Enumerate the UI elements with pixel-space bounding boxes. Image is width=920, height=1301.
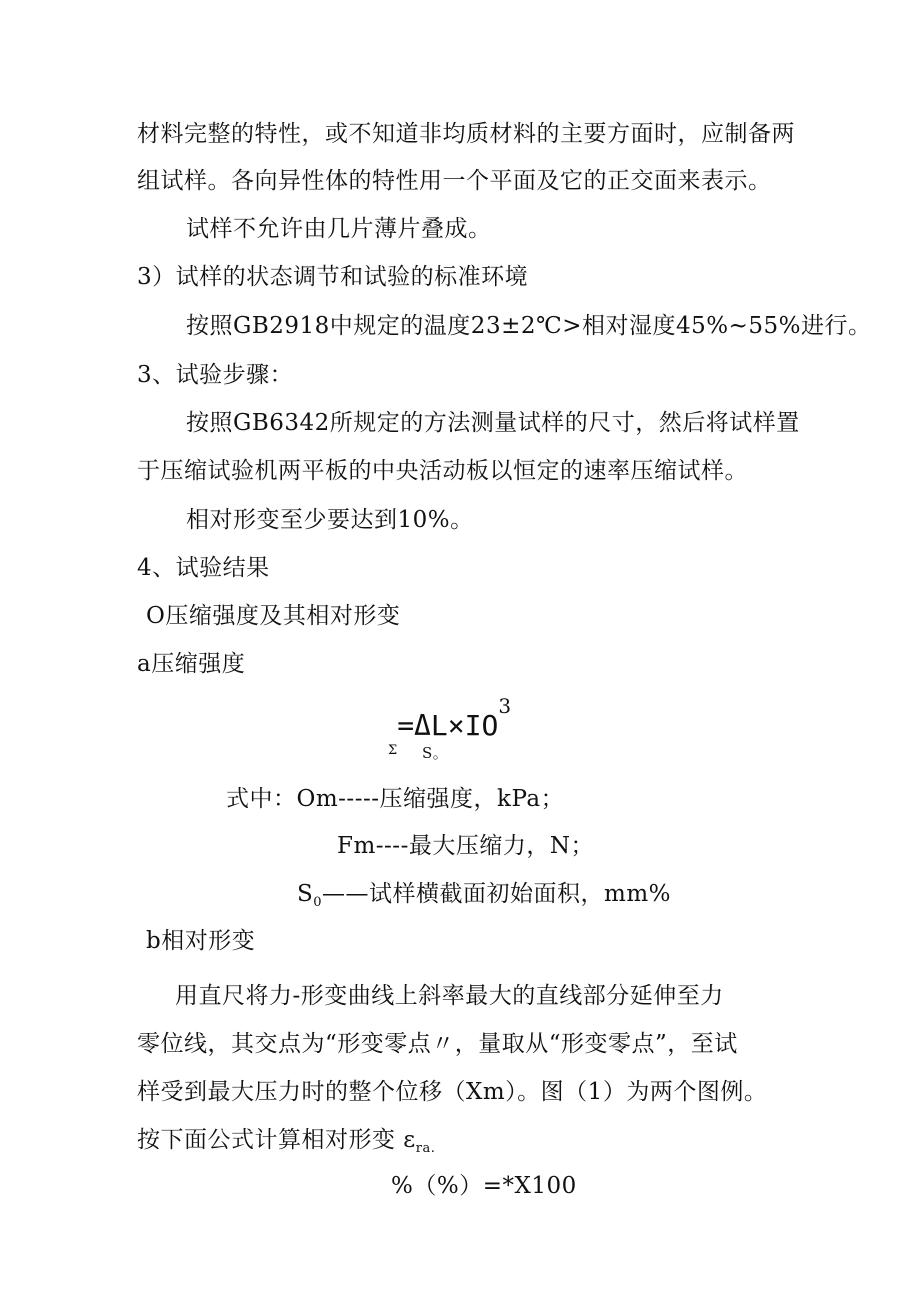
subsection-heading: b相对形变 — [146, 928, 256, 954]
paragraph-line: 材料完整的特性，或不知道非均质材料的主要方面时，应制备两 — [137, 121, 795, 147]
paragraph-line: 组试样。各向异性体的特性用一个平面及它的正交面来表示。 — [137, 168, 772, 194]
s0-description: ——试样横截面初始面积，mm% — [322, 881, 672, 907]
formula-denominator: S。 — [422, 744, 449, 762]
definition-line: 式中：Om-----压缩强度，kPa； — [226, 786, 565, 812]
section-heading: 3）试样的状态调节和试验的标准环境 — [137, 264, 529, 290]
relative-deformation-formula: %（%）=*X100 — [391, 1173, 577, 1199]
paragraph-line: 样受到最大压力时的整个位移（Xm）。图（1）为两个图例。 — [137, 1079, 768, 1105]
compressive-strength-formula — [388, 694, 512, 758]
paragraph-line: 按照GB6342所规定的方法测量试样的尺寸，然后将试样置 — [186, 410, 800, 436]
paragraph-line: 用直尺将力-形变曲线上斜率最大的直线部分延伸至力 — [175, 983, 724, 1009]
formula-exponent: 3 — [498, 694, 512, 718]
formula-numerator: =ΔL×IO — [397, 709, 499, 742]
epsilon-text: 按下面公式计算相对形变 ε — [137, 1127, 416, 1153]
paragraph-line: 零位线，其交点为“形变零点〃，量取从“形变零点”，至试 — [137, 1031, 738, 1057]
formula-sigma: Σ — [388, 743, 398, 758]
paragraph-line: 相对形变至少要达到10%。 — [186, 507, 474, 533]
paragraph-line: 按照GB2918中规定的温度23±2℃>相对湿度45%~55%进行。 — [186, 313, 872, 339]
paragraph-line — [137, 1129, 435, 1155]
section-heading: 3、试验步骤： — [137, 362, 294, 388]
paragraph-line: 试样不允许由几片薄片叠成。 — [186, 216, 492, 242]
paragraph-line: 于压缩试验机两平板的中央活动板以恒定的速率压缩试样。 — [137, 458, 748, 484]
definition-line: Fm----最大压缩力，N； — [337, 833, 594, 859]
subsection-heading: a压缩强度 — [137, 651, 246, 677]
section-heading: 4、试验结果 — [137, 555, 270, 581]
subsection-heading: O压缩强度及其相对形变 — [146, 603, 401, 629]
epsilon-subscript: ra. — [415, 1141, 436, 1156]
s0-symbol: S — [297, 881, 314, 907]
s0-subscript: 0 — [313, 895, 323, 910]
definition-line — [297, 883, 671, 909]
